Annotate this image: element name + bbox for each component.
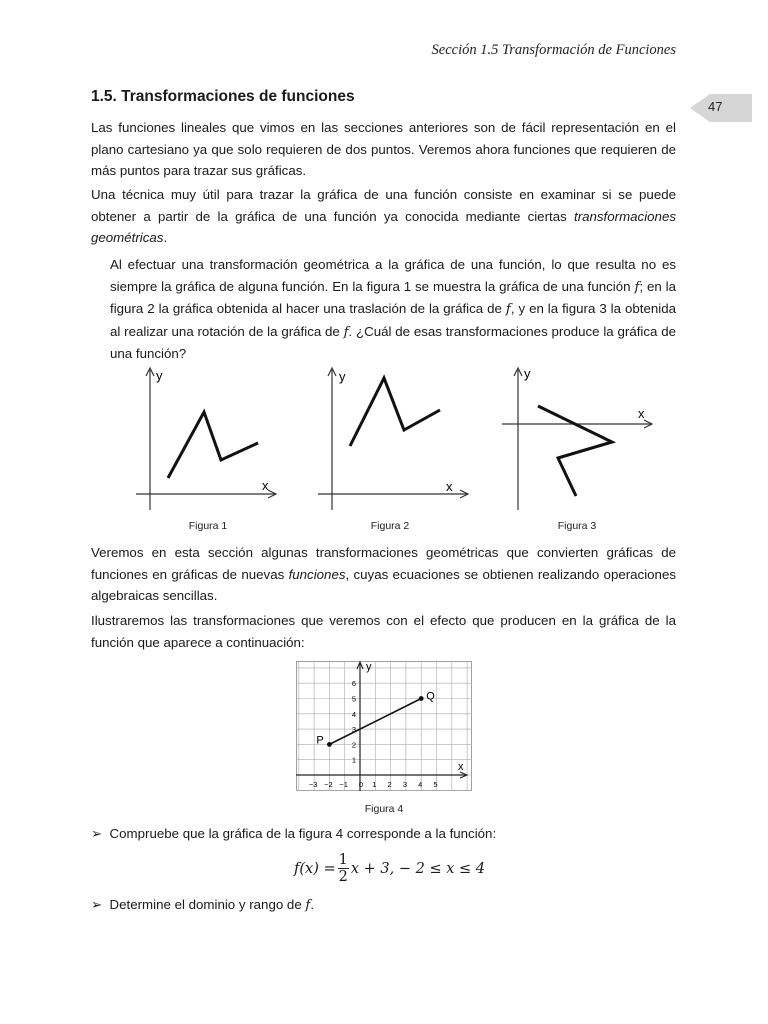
formula-rhs: x + 3, − 2 ≤ x ≤ 4: [350, 860, 485, 877]
x-tick-label: 5: [433, 780, 438, 789]
figure-4-caption: Figura 4: [364, 803, 404, 815]
bullet-1: ➢ Compruebe que la gráfica de la figura 4 corresponde a la función:: [91, 826, 497, 841]
figure-1: [128, 362, 278, 512]
page-number: 47: [708, 99, 723, 114]
x-tick-label: 4: [418, 780, 423, 789]
figure-4-chart: [296, 657, 476, 795]
point-label-p: P: [316, 734, 324, 747]
point-label-q: Q: [426, 690, 435, 703]
formula-denominator: 2: [338, 869, 348, 885]
paragraph-1: Las funciones lineales que vimos en las secciones anteriores son de fácil representación en el plano cartesiano ya que solo requieren de dos puntos. Veremos ahora funciones que requieren de más puntos para trazar sus gráficas.: [91, 120, 676, 178]
y-tick-label: 4: [351, 709, 356, 719]
paragraph-5: Ilustraremos las transformaciones que veremos con el efecto que producen en la gráfica de la función que aparece a continuación:: [91, 613, 676, 650]
figure-1-caption: Figura 1: [188, 520, 228, 532]
y-tick-label: 5: [351, 694, 356, 704]
x-tick-label: 3: [402, 780, 407, 789]
point-p: [327, 742, 332, 747]
page-number-tab: [690, 94, 752, 122]
fig3-x-label: x: [638, 406, 645, 421]
x-tick-label: 2: [387, 780, 392, 789]
y-tick-label: 2: [351, 740, 356, 750]
x-axis-label: x: [458, 761, 464, 773]
running-header: Sección 1.5 Transformación de Funciones: [431, 42, 676, 58]
figure-3-caption: Figura 3: [557, 520, 597, 532]
figure-3: [496, 362, 656, 512]
formula-fraction: [338, 852, 349, 885]
figure-2-caption: Figura 2: [370, 520, 410, 532]
bullet-2: ➢ Determine el dominio y rango de f.: [91, 897, 315, 913]
function-formula: [294, 852, 485, 885]
figure-2: [310, 362, 470, 512]
point-q: [419, 696, 424, 701]
paragraph-3: Al efectuar una transformación geométrica a la gráfica de una función, lo que resulta no es siempre la gráfica de alguna función. En la figura 1 se muestra la gráfica de una función f; en la figura 2 la gráfica obtenida al hacer una traslación de la gráfica de f, y en la figura 3 la obtenida al realizar una rotación de la gráfica de f. ¿Cuál de esas transformaciones produce la gráfica de una función?: [110, 257, 676, 361]
fig1-y-label: y: [156, 368, 163, 383]
bullet-1-arrow-icon: ➢: [91, 826, 103, 841]
y-tick-label: 1: [351, 755, 356, 765]
x-tick-label: 1: [372, 780, 377, 789]
fig3-y-label: y: [524, 366, 531, 381]
y-tick-label: 3: [351, 725, 356, 735]
y-axis-label: y: [366, 661, 372, 673]
fig1-x-label: x: [262, 478, 269, 493]
bullet-2-arrow-icon: ➢: [91, 897, 103, 912]
section-title: 1.5. Transformaciones de funciones: [91, 88, 355, 105]
chart-frame: [297, 662, 472, 791]
y-tick-label: 6: [351, 679, 356, 689]
formula-lhs: f(x) =: [294, 860, 336, 877]
formula-numerator: 1: [338, 852, 348, 868]
x-tick-label: 0: [358, 780, 364, 789]
x-tick-label: −1: [339, 780, 348, 789]
fig2-x-label: x: [446, 479, 453, 494]
paragraph-4: Veremos en esta sección algunas transformaciones geométricas que convierten gráficas de funciones en gráficas de nuevas funciones, cuyas ecuaciones se obtienen realizando operaciones algebraicas sencillas.: [91, 545, 676, 603]
paragraph-2: Una técnica muy útil para trazar la gráfica de una función consiste en examinar si se puede obtener a partir de la gráfica de una función ya conocida mediante ciertas transformaciones geométricas.: [91, 187, 676, 245]
fig2-y-label: y: [339, 369, 346, 384]
x-tick-label: −3: [308, 780, 318, 789]
x-tick-label: −2: [324, 780, 333, 789]
